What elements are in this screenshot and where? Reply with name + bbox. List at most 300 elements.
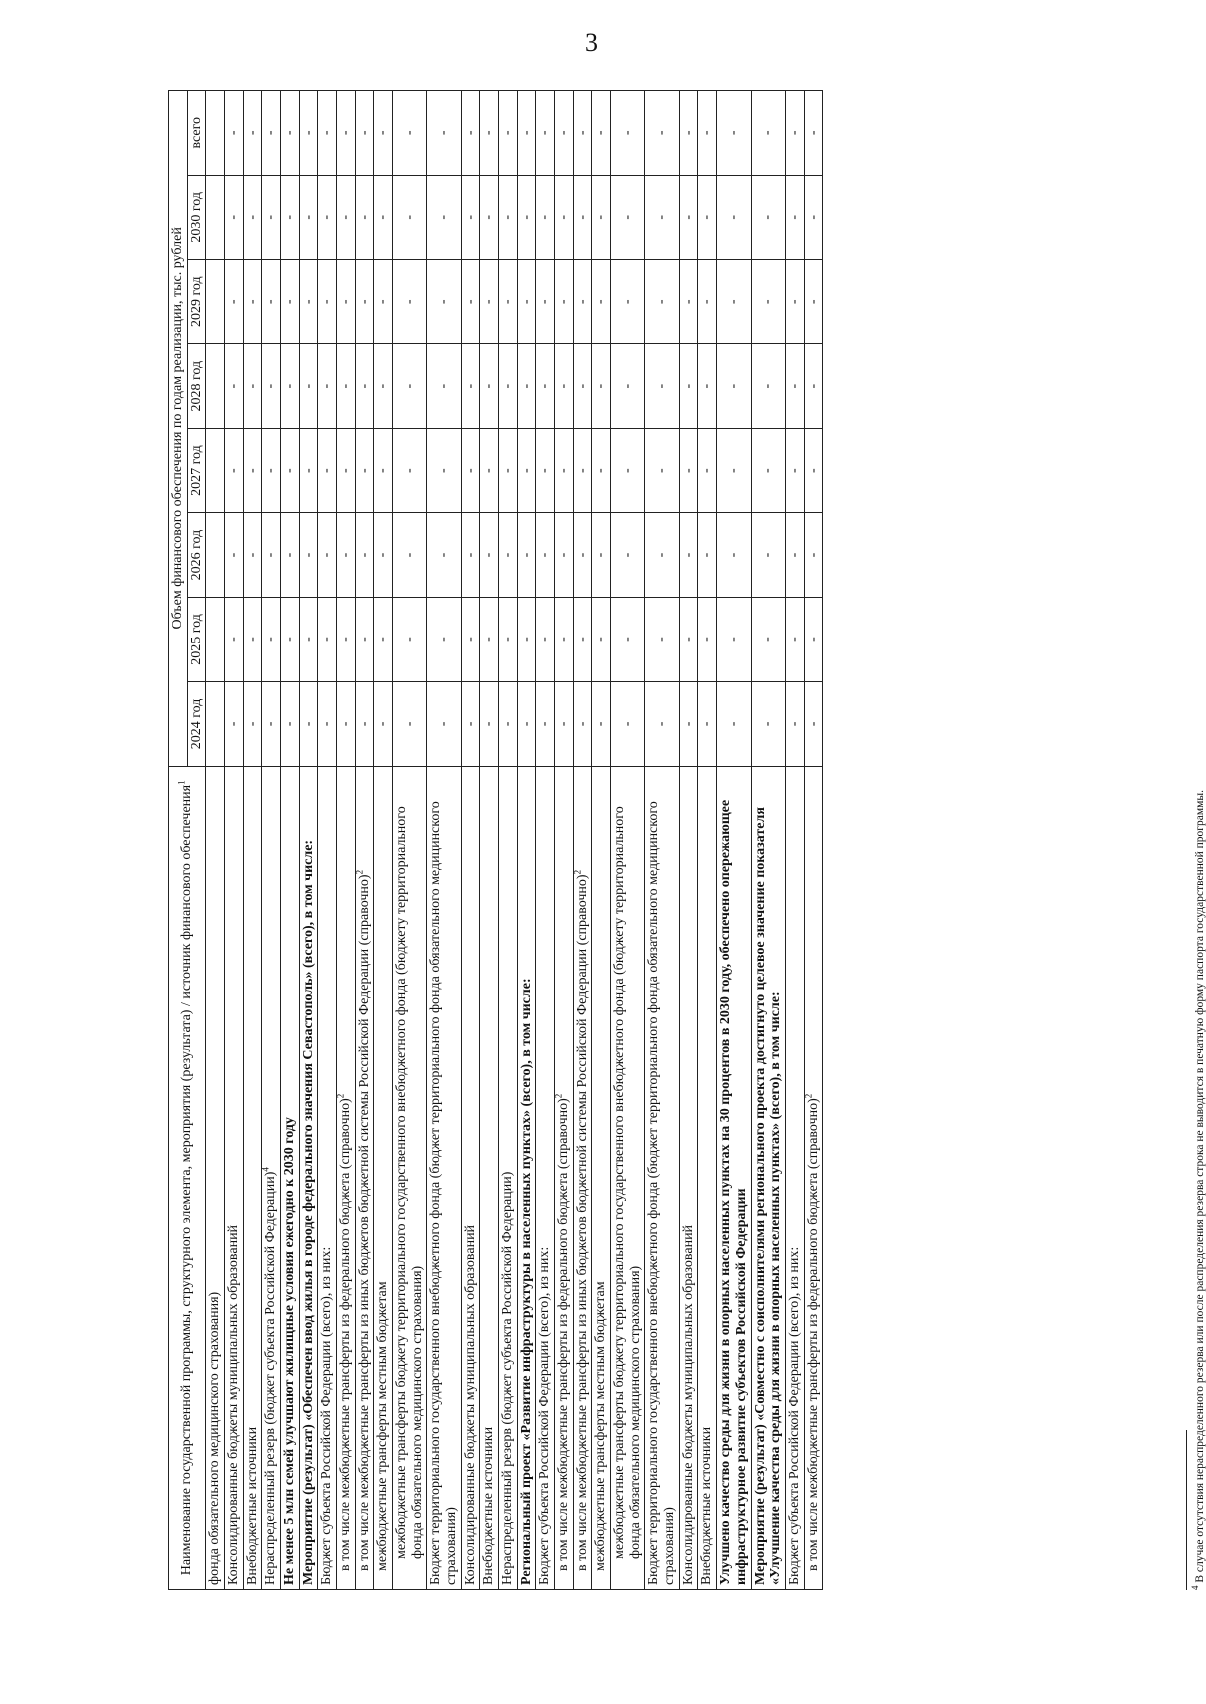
value-cell: -: [355, 597, 374, 681]
value-cell: -: [427, 260, 461, 344]
value-cell: -: [698, 597, 717, 681]
value-cell: -: [499, 91, 518, 176]
value-cell: -: [785, 91, 804, 176]
value-cell: -: [645, 513, 679, 597]
value-cell: -: [461, 175, 480, 259]
value-cell: -: [592, 344, 611, 428]
value-cell: -: [573, 513, 592, 597]
value-cell: -: [499, 513, 518, 597]
value-cell: -: [480, 175, 499, 259]
value-cell: -: [461, 682, 480, 766]
value-cell: -: [611, 682, 645, 766]
table-header: [169, 91, 206, 1590]
value-cell: -: [536, 597, 555, 681]
value-cell: -: [299, 597, 318, 681]
value-cell: -: [355, 513, 374, 597]
value-cell: -: [499, 344, 518, 428]
value-cell: -: [374, 513, 393, 597]
value-cell: -: [243, 597, 262, 681]
table-row: [804, 91, 823, 1590]
value-cell: -: [679, 344, 698, 428]
value-cell: -: [645, 682, 679, 766]
value-cell: -: [804, 260, 823, 344]
value-cell: -: [281, 597, 300, 681]
row-label: [804, 766, 823, 1589]
row-label: [592, 766, 611, 1589]
value-cell: -: [480, 682, 499, 766]
value-cell: -: [355, 682, 374, 766]
row-label: [318, 766, 337, 1589]
value-cell: -: [243, 513, 262, 597]
value-cell: -: [374, 597, 393, 681]
row-label: [698, 766, 717, 1589]
value-cell: -: [573, 428, 592, 512]
table-row: [536, 91, 555, 1590]
table-row: [717, 91, 751, 1590]
value-cell: -: [337, 597, 356, 681]
value-cell: -: [374, 682, 393, 766]
value-cell: -: [480, 428, 499, 512]
row-label-text: Улучшено качество среды для жизни в опорных населенных пунктах на 30 процентов в 2030 году, обеспечено опережающее инфраструктурное развитие субъектов Российской Федерации: [718, 799, 749, 1585]
value-cell: -: [573, 175, 592, 259]
value-cell: -: [536, 682, 555, 766]
year-header: 2028 год: [187, 344, 206, 428]
footnote-separator: [1186, 1430, 1187, 1590]
table-row: [299, 91, 318, 1590]
value-cell: -: [751, 513, 785, 597]
value-cell: -: [393, 91, 427, 176]
value-cell: [206, 597, 225, 681]
year-header: 2024 год: [187, 682, 206, 766]
value-cell: -: [517, 513, 536, 597]
row-footnote-mark: 2: [335, 1093, 346, 1099]
row-label: [281, 766, 300, 1589]
table-row: [393, 91, 427, 1590]
value-cell: -: [536, 175, 555, 259]
row-label: [751, 766, 785, 1589]
row-label: [499, 766, 518, 1589]
value-cell: -: [573, 344, 592, 428]
value-cell: -: [299, 260, 318, 344]
value-cell: -: [698, 428, 717, 512]
year-header: 2030 год: [187, 175, 206, 259]
row-label-text: Бюджет субъекта Российской Федерации (всего), из них:: [786, 1246, 802, 1585]
value-cell: -: [645, 428, 679, 512]
value-cell: -: [611, 428, 645, 512]
table-row: [243, 91, 262, 1590]
value-cell: -: [517, 91, 536, 176]
value-cell: -: [374, 260, 393, 344]
table-row: [592, 91, 611, 1590]
value-cell: -: [517, 344, 536, 428]
value-cell: -: [281, 175, 300, 259]
value-cell: -: [555, 682, 574, 766]
value-cell: -: [499, 682, 518, 766]
value-cell: -: [611, 260, 645, 344]
value-cell: -: [262, 344, 281, 428]
value-cell: -: [393, 428, 427, 512]
value-cell: -: [573, 682, 592, 766]
value-cell: -: [555, 175, 574, 259]
value-cell: -: [337, 91, 356, 176]
value-cell: -: [611, 597, 645, 681]
value-cell: [206, 513, 225, 597]
value-cell: -: [299, 428, 318, 512]
row-label: [243, 766, 262, 1589]
value-cell: -: [337, 175, 356, 259]
value-cell: -: [225, 91, 244, 176]
row-label: [517, 766, 536, 1589]
value-cell: -: [573, 597, 592, 681]
row-label: [374, 766, 393, 1589]
value-cell: -: [299, 175, 318, 259]
value-cell: -: [717, 175, 751, 259]
value-cell: -: [517, 428, 536, 512]
value-cell: -: [785, 597, 804, 681]
value-cell: -: [645, 344, 679, 428]
value-cell: [206, 175, 225, 259]
table-body: [206, 91, 823, 1590]
table-row: [573, 91, 592, 1590]
value-cell: -: [645, 597, 679, 681]
value-cell: -: [281, 344, 300, 428]
value-cell: -: [679, 513, 698, 597]
row-label-text: Бюджет территориального государственного внебюджетного фонда (бюджет территориального фонда обязательного медицинского страхования): [428, 801, 460, 1585]
value-cell: -: [592, 597, 611, 681]
value-cell: -: [461, 91, 480, 176]
row-label-text: межбюджетные трансферты бюджету территориального государственного внебюджетного фонда (бюджету территориального фонда обязательного медицинского страхования): [612, 806, 643, 1559]
value-cell: -: [243, 682, 262, 766]
table-row: [555, 91, 574, 1590]
row-label-text: Мероприятие (результат) «Обеспечен ввод жилья в городе федерального значения Севастополь» (всего), в том числе:: [300, 839, 316, 1585]
row-footnote-mark: 2: [354, 869, 365, 875]
value-cell: -: [698, 513, 717, 597]
value-cell: -: [717, 682, 751, 766]
row-footnote-mark: 2: [572, 869, 583, 875]
value-cell: -: [592, 513, 611, 597]
value-cell: -: [318, 513, 337, 597]
value-cell: -: [751, 428, 785, 512]
value-cell: -: [785, 260, 804, 344]
rotated-page-content: [168, 90, 1206, 1590]
volume-header: Объем финансового обеспечения по годам реализации, тыс. рублей: [169, 91, 188, 767]
value-cell: -: [592, 428, 611, 512]
row-label-text: Консолидированные бюджеты муниципальных образований: [462, 1224, 478, 1585]
value-cell: -: [555, 513, 574, 597]
value-cell: -: [262, 260, 281, 344]
value-cell: -: [555, 344, 574, 428]
row-footnote-mark: 2: [553, 1093, 564, 1099]
value-cell: -: [262, 175, 281, 259]
value-cell: -: [785, 344, 804, 428]
value-cell: -: [225, 682, 244, 766]
row-label-text: Консолидированные бюджеты муниципальных образований: [680, 1224, 696, 1585]
row-label-text: Внебюджетные источники: [244, 1426, 260, 1585]
row-label: [337, 766, 356, 1589]
row-label: [299, 766, 318, 1589]
value-cell: -: [461, 597, 480, 681]
value-cell: -: [536, 513, 555, 597]
page-number: 3: [585, 28, 598, 57]
row-label-text: Не менее 5 млн семей улучшают жилищные условия ежегодно к 2030 году: [282, 1117, 298, 1585]
value-cell: -: [679, 428, 698, 512]
row-label-text: в том числе межбюджетные трансферты из федерального бюджета (справочно): [805, 1098, 821, 1571]
value-cell: -: [785, 428, 804, 512]
value-cell: -: [337, 513, 356, 597]
value-cell: -: [804, 428, 823, 512]
year-header: 2026 год: [187, 513, 206, 597]
value-cell: -: [645, 175, 679, 259]
value-cell: -: [225, 513, 244, 597]
row-label-text: Бюджет субъекта Российской Федерации (всего), из них:: [537, 1246, 553, 1585]
table-row: [374, 91, 393, 1590]
value-cell: -: [427, 513, 461, 597]
value-cell: -: [337, 260, 356, 344]
row-label-text: в том числе межбюджетные трансферты из иных бюджетов бюджетной системы Российской Федерации (справочно): [574, 874, 590, 1571]
row-label-text: Нераспределенный резерв (бюджет субъекта Российской Федерации): [500, 1171, 516, 1585]
value-cell: -: [393, 597, 427, 681]
row-label: [645, 766, 679, 1589]
table-row: [318, 91, 337, 1590]
value-cell: -: [281, 428, 300, 512]
table-row: [206, 91, 225, 1590]
value-cell: -: [679, 682, 698, 766]
value-cell: [206, 91, 225, 176]
value-cell: -: [804, 344, 823, 428]
value-cell: -: [355, 175, 374, 259]
value-cell: -: [243, 91, 262, 176]
value-cell: -: [281, 91, 300, 176]
row-label: [679, 766, 698, 1589]
value-cell: -: [679, 91, 698, 176]
value-cell: -: [225, 428, 244, 512]
value-cell: -: [461, 344, 480, 428]
row-label-text: Нераспределенный резерв (бюджет субъекта Российской Федерации): [263, 1171, 279, 1585]
value-cell: -: [299, 513, 318, 597]
value-cell: -: [804, 597, 823, 681]
value-cell: -: [499, 428, 518, 512]
value-cell: -: [592, 175, 611, 259]
value-cell: -: [299, 91, 318, 176]
row-label: [717, 766, 751, 1589]
value-cell: -: [393, 260, 427, 344]
table-row: [499, 91, 518, 1590]
value-cell: -: [281, 260, 300, 344]
value-cell: -: [785, 175, 804, 259]
row-label-text: в том числе межбюджетные трансферты из иных бюджетов бюджетной системы Российской Федерации (справочно): [356, 874, 372, 1571]
value-cell: -: [374, 91, 393, 176]
value-cell: -: [374, 344, 393, 428]
table-row: [355, 91, 374, 1590]
value-cell: -: [318, 344, 337, 428]
value-cell: [206, 428, 225, 512]
row-label: [461, 766, 480, 1589]
row-label-text: Внебюджетные источники: [481, 1426, 497, 1585]
year-header: всего: [187, 91, 206, 176]
row-label-text: межбюджетные трансферты местным бюджетам: [593, 1281, 609, 1571]
row-label-text: Бюджет субъекта Российской Федерации (всего), из них:: [319, 1246, 335, 1585]
value-cell: -: [785, 682, 804, 766]
value-cell: -: [318, 682, 337, 766]
row-label-text: в том числе межбюджетные трансферты из федерального бюджета (справочно): [338, 1098, 354, 1571]
value-cell: -: [480, 513, 499, 597]
value-cell: -: [679, 260, 698, 344]
value-cell: -: [225, 175, 244, 259]
value-cell: -: [225, 597, 244, 681]
table-row: [517, 91, 536, 1590]
value-cell: -: [318, 91, 337, 176]
name-column-header-text: Наименование государственной программы, структурного элемента, мероприятия (результата) / источник финансового обеспечения: [179, 784, 195, 1576]
footnote-mark: 4: [1190, 1585, 1201, 1590]
value-cell: -: [517, 175, 536, 259]
row-label-text: Бюджет территориального государственного внебюджетного фонда (бюджет территориального фонда обязательного медицинского страхования): [646, 801, 678, 1585]
value-cell: -: [427, 682, 461, 766]
row-label: [427, 766, 461, 1589]
value-cell: -: [262, 428, 281, 512]
value-cell: -: [243, 260, 262, 344]
table-row: [679, 91, 698, 1590]
row-label: [536, 766, 555, 1589]
name-column-header: [169, 766, 206, 1589]
value-cell: -: [698, 91, 717, 176]
value-cell: -: [717, 597, 751, 681]
value-cell: -: [717, 91, 751, 176]
row-label: [262, 766, 281, 1589]
value-cell: -: [318, 175, 337, 259]
value-cell: -: [698, 175, 717, 259]
value-cell: -: [393, 344, 427, 428]
value-cell: -: [555, 597, 574, 681]
value-cell: -: [592, 91, 611, 176]
value-cell: -: [243, 344, 262, 428]
year-header: 2027 год: [187, 428, 206, 512]
value-cell: -: [499, 175, 518, 259]
value-cell: -: [337, 682, 356, 766]
value-cell: -: [751, 175, 785, 259]
value-cell: -: [804, 682, 823, 766]
value-cell: -: [536, 260, 555, 344]
table-row: [645, 91, 679, 1590]
value-cell: -: [337, 428, 356, 512]
value-cell: -: [517, 682, 536, 766]
value-cell: -: [262, 513, 281, 597]
financing-table: [168, 90, 823, 1590]
value-cell: -: [374, 175, 393, 259]
value-cell: -: [555, 91, 574, 176]
table-row: [225, 91, 244, 1590]
value-cell: -: [751, 260, 785, 344]
value-cell: [206, 260, 225, 344]
value-cell: -: [717, 513, 751, 597]
value-cell: -: [751, 597, 785, 681]
table-row: [480, 91, 499, 1590]
row-label-text: межбюджетные трансферты местным бюджетам: [375, 1281, 391, 1571]
row-label-text: Внебюджетные источники: [699, 1426, 715, 1585]
value-cell: -: [611, 513, 645, 597]
year-header: 2025 год: [187, 597, 206, 681]
row-label: [611, 766, 645, 1589]
value-cell: -: [281, 682, 300, 766]
value-cell: -: [611, 91, 645, 176]
value-cell: -: [785, 513, 804, 597]
table-row: [262, 91, 281, 1590]
row-footnote-mark: 4: [260, 1167, 271, 1172]
value-cell: -: [461, 513, 480, 597]
value-cell: -: [318, 428, 337, 512]
value-cell: -: [536, 428, 555, 512]
value-cell: -: [611, 175, 645, 259]
value-cell: -: [427, 428, 461, 512]
value-cell: -: [698, 344, 717, 428]
value-cell: -: [679, 597, 698, 681]
value-cell: -: [480, 344, 499, 428]
value-cell: -: [318, 260, 337, 344]
table-row: [785, 91, 804, 1590]
row-label: [393, 766, 427, 1589]
value-cell: -: [804, 91, 823, 176]
value-cell: -: [536, 91, 555, 176]
value-cell: -: [679, 175, 698, 259]
value-cell: -: [427, 597, 461, 681]
value-cell: -: [427, 344, 461, 428]
name-column-header-footnote-mark: 1: [176, 780, 187, 785]
value-cell: -: [355, 428, 374, 512]
value-cell: -: [611, 344, 645, 428]
value-cell: -: [751, 91, 785, 176]
row-label: [573, 766, 592, 1589]
value-cell: -: [645, 260, 679, 344]
value-cell: -: [555, 428, 574, 512]
value-cell: -: [393, 175, 427, 259]
value-cell: -: [751, 682, 785, 766]
value-cell: -: [480, 91, 499, 176]
value-cell: -: [751, 344, 785, 428]
row-label: [355, 766, 374, 1589]
value-cell: -: [427, 175, 461, 259]
value-cell: -: [355, 344, 374, 428]
value-cell: -: [480, 597, 499, 681]
value-cell: -: [225, 344, 244, 428]
value-cell: -: [804, 175, 823, 259]
value-cell: -: [499, 260, 518, 344]
value-cell: -: [592, 682, 611, 766]
value-cell: -: [573, 260, 592, 344]
value-cell: -: [299, 344, 318, 428]
footnote-text: В случае отсутствия нераспределенного резерва или после распределения резерва строка не выводится в печатную форму паспорта государственной программы.: [1194, 789, 1206, 1583]
value-cell: -: [573, 91, 592, 176]
value-cell: -: [499, 597, 518, 681]
row-footnote-mark: 2: [802, 1093, 813, 1099]
value-cell: -: [318, 597, 337, 681]
value-cell: -: [717, 260, 751, 344]
value-cell: -: [337, 344, 356, 428]
value-cell: -: [555, 260, 574, 344]
row-label: [225, 766, 244, 1589]
row-label-text: Мероприятие (результат) «Совместно с соисполнителями регионального проекта достигнуто целевое значение показателя «Улучшение качества среды для жизни в опорных населенных пунктах» (всего), в том числе:: [752, 807, 784, 1585]
value-cell: -: [299, 682, 318, 766]
value-cell: -: [592, 260, 611, 344]
value-cell: -: [393, 682, 427, 766]
table-row: [751, 91, 785, 1590]
value-cell: -: [243, 175, 262, 259]
year-header: 2029 год: [187, 260, 206, 344]
value-cell: -: [243, 428, 262, 512]
value-cell: -: [281, 513, 300, 597]
row-label: [480, 766, 499, 1589]
row-label: [555, 766, 574, 1589]
value-cell: -: [698, 682, 717, 766]
value-cell: -: [517, 597, 536, 681]
